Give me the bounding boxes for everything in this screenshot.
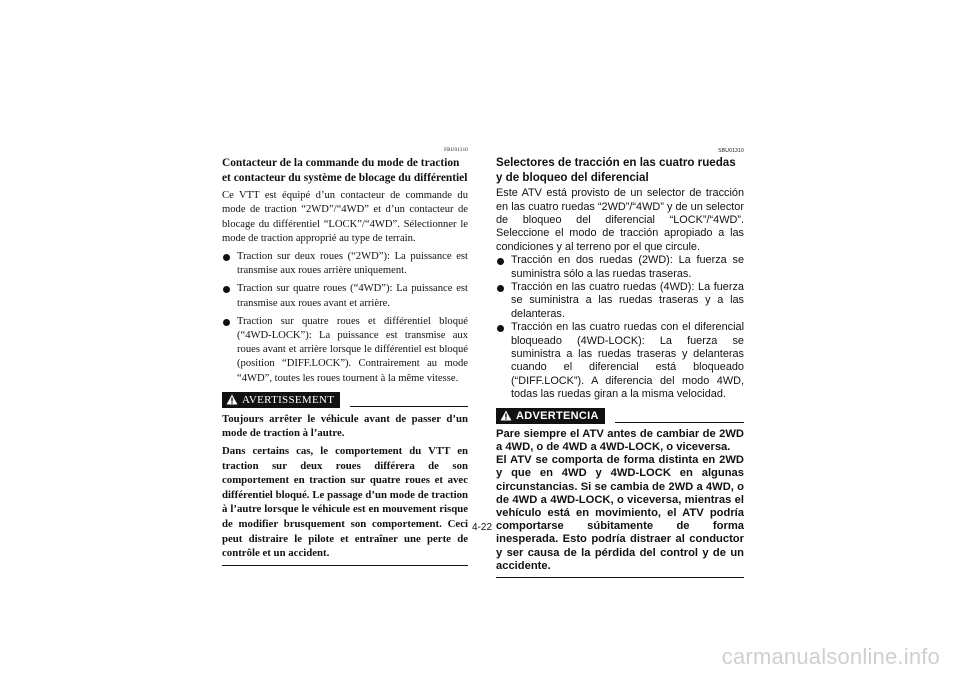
intro-paragraph: Ce VTT est équipé d’un contacteur de commande du mode de traction “2WD”/“4WD” et d’un contacteur de blocage du différentiel “LOCK”/“4WD”. Sélectionner le mode de traction approprié au type de terrain. bbox=[222, 190, 468, 244]
list-item bbox=[222, 282, 468, 310]
list-item bbox=[222, 250, 468, 278]
list-item-text: Tracción en las cuatro ruedas (4WD): La fuerza se suministra a las ruedas traseras y a las delanteras. bbox=[511, 281, 744, 320]
warning-badge bbox=[222, 392, 340, 408]
divider bbox=[350, 406, 468, 407]
divider bbox=[615, 422, 744, 423]
warning-text: Pare siempre el ATV antes de cambiar de 2WD a 4WD, o de 4WD a 4WD-LOCK, o viceversa. bbox=[496, 427, 744, 453]
bullet-dot-icon bbox=[223, 254, 230, 261]
bullet-list bbox=[496, 254, 744, 401]
warning-header bbox=[496, 408, 744, 424]
divider bbox=[496, 577, 744, 578]
section-code: FBU01310 bbox=[444, 148, 468, 153]
bullet-dot-icon bbox=[497, 325, 504, 332]
warning-label: ADVERTENCIA bbox=[516, 409, 599, 422]
warning-text: Toujours arrêter le véhicule avant de passer d’un mode de traction à l’autre. bbox=[222, 412, 468, 440]
list-item-text: Traction sur deux roues (“2WD”): La puissance est transmise aux roues arrière uniquement. bbox=[237, 251, 468, 277]
section-code: SBU01310 bbox=[718, 148, 744, 154]
bullet-dot-icon bbox=[497, 285, 504, 292]
warning-header bbox=[222, 392, 468, 408]
divider bbox=[222, 565, 468, 566]
spanish-column bbox=[496, 148, 744, 578]
warning-text: Dans certains cas, le comportement du VTT en traction sur deux roues différera de son comportement en traction sur quatre roues et avec différentiel bloqué. Le passage d’un mode de traction à l’autre lorsque le véhicule est en mouvement risque de modifier brusquement son comportement. Ceci peut distraire le pilote et entraîner une perte de contrôle et un accident. bbox=[222, 445, 468, 560]
warning-triangle-icon bbox=[500, 410, 512, 421]
bullet-dot-icon bbox=[223, 319, 230, 326]
french-column bbox=[222, 148, 468, 566]
warning-label: AVERTISSEMENT bbox=[242, 393, 335, 406]
intro-paragraph: Este ATV está provisto de un selector de tracción en las cuatro ruedas “2WD”/“4WD” y de un selector de bloqueo del diferencial “LOCK”/“4WD”. Seleccione el modo de tracción apropiado a las condiciones y al terreno por el que circule. bbox=[496, 187, 744, 253]
warning-text: El ATV se comporta de forma distinta en 2WD y que en 4WD y 4WD-LOCK en algunas circunstancias. Si se cambia de 2WD a 4WD, o de 4WD a 4WD-LOCK, o viceversa, mientras el vehículo está en movimiento, el ATV podría comportarse súbitamente de forma inesperada. Esto podría distraer al conductor y ser causa de la pérdida del control y de un accidente. bbox=[496, 454, 744, 572]
warning-badge bbox=[496, 408, 605, 424]
list-item bbox=[496, 321, 744, 401]
bullet-list bbox=[222, 250, 468, 386]
bullet-dot-icon bbox=[497, 258, 504, 265]
bullet-dot-icon bbox=[223, 286, 230, 293]
list-item-text: Tracción en las cuatro ruedas con el diferencial bloqueado (4WD-LOCK): La fuerza se suministra a las ruedas traseras y delanteras cuando el diferencial está bloqueado (“DIFF.LOCK”). A diferencia del modo 4WD, todas las ruedas giran a la misma velocidad. bbox=[511, 321, 744, 401]
list-item bbox=[496, 281, 744, 321]
list-item-text: Traction sur quatre roues et différentiel bloqué (“4WD-LOCK”): La puissance est transmise aux roues avant et arrière lorsque le différentiel est bloqué (position “DIFF.LOCK”). Contrairement au mode “4WD”, toutes les roues tournent à la même vitesse. bbox=[237, 315, 468, 384]
section-heading: Contacteur de la commande du mode de traction et contacteur du système de blocage du différentiel bbox=[222, 157, 468, 184]
list-item bbox=[496, 254, 744, 281]
list-item-text: Traction sur quatre roues (“4WD”): La puissance est transmise aux roues avant et arrière. bbox=[237, 283, 468, 309]
list-item bbox=[222, 315, 468, 386]
list-item-text: Tracción en dos ruedas (2WD): La fuerza se suministra sólo a las ruedas traseras. bbox=[511, 254, 744, 280]
section-heading: Selectores de tracción en las cuatro ruedas y de bloqueo del diferencial bbox=[496, 156, 736, 184]
warning-triangle-icon bbox=[226, 394, 238, 405]
watermark: carmanualsonline.info bbox=[721, 644, 940, 669]
page-number: 4-22 bbox=[472, 522, 493, 533]
